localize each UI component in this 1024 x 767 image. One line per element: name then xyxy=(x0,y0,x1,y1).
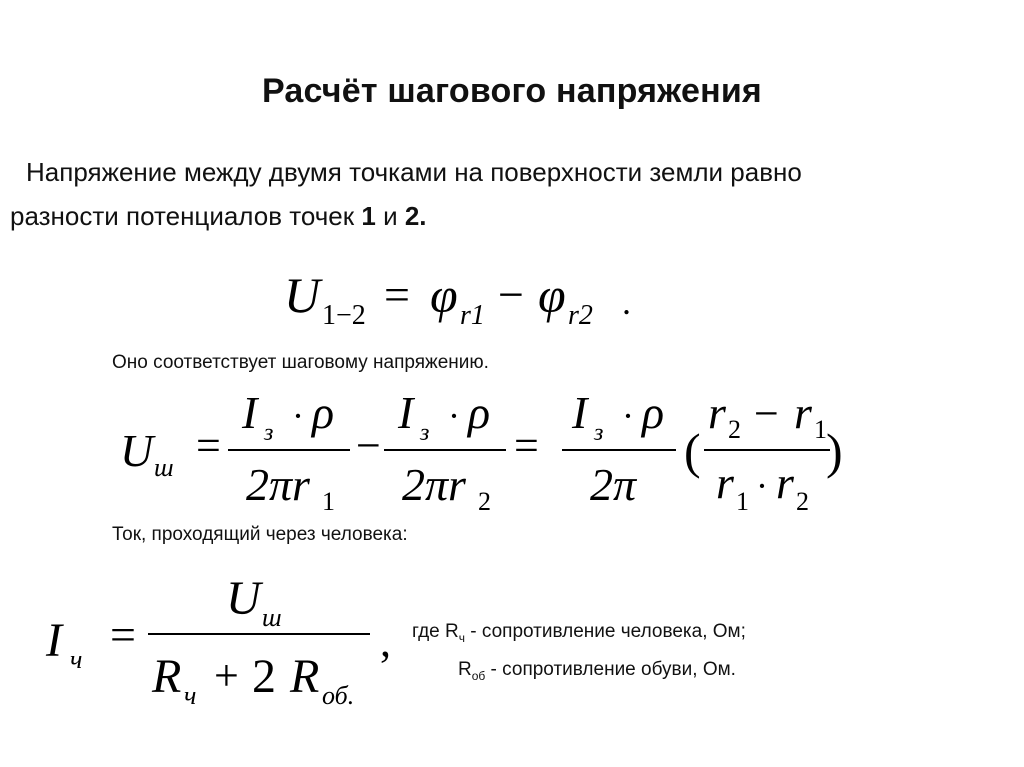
f1-phi-1: φ xyxy=(430,267,458,323)
where-r-human-text: - сопротивление человека, Ом; xyxy=(465,621,746,642)
f2-frac4-r1-sub: 1 xyxy=(814,415,827,444)
f2-frac1-den-sub: 1 xyxy=(322,487,335,516)
f1-phi-1-sub: r1 xyxy=(460,300,485,331)
f3-den-R2-sub: об. xyxy=(322,681,355,710)
where-r-shoe-sub: об xyxy=(471,668,486,683)
f2-frac4-den-r2: r xyxy=(776,457,794,508)
f3-plus: + xyxy=(214,651,239,700)
f2-frac2-dot: · xyxy=(448,396,460,436)
f2-frac2-rho: ρ xyxy=(468,388,491,438)
point-1-label: 1 xyxy=(361,201,376,231)
where-prefix: где R xyxy=(412,621,459,642)
f2-frac3-den: 2π xyxy=(590,459,637,510)
intro-line-1: Напряжение между двумя точками на поверхности земли равно xyxy=(26,157,802,187)
f2-frac1-I-sub: з xyxy=(264,420,274,446)
f1-equals: = xyxy=(384,269,410,320)
f2-frac3-I-sub: з xyxy=(594,420,604,446)
page-title: Расчёт шагового напряжения xyxy=(262,72,762,110)
intro-and: и xyxy=(375,201,405,231)
f3-den-R: R xyxy=(152,650,182,703)
where-r-shoe-text: - сопротивление обуви, Ом. xyxy=(485,658,736,680)
f1-U-sub: 1−2 xyxy=(322,300,366,331)
f2-U-sub: ш xyxy=(154,453,174,482)
f2-frac3-rho: ρ xyxy=(642,388,665,438)
intro-line-2 xyxy=(10,194,1010,238)
f2-frac3-dot: · xyxy=(622,396,634,436)
text-step-voltage: Оно соответствует шаговому напряжению. xyxy=(112,352,489,373)
formula-step-voltage xyxy=(110,388,870,518)
f2-frac4-den-r1-sub: 1 xyxy=(736,487,749,516)
f1-U: U xyxy=(284,267,321,323)
f3-den-R-sub: ч xyxy=(184,681,197,710)
f2-frac2-I: I xyxy=(398,388,414,438)
f2-minus: − xyxy=(356,421,381,470)
f2-frac1-rho: ρ xyxy=(312,388,335,438)
formula-potential-difference xyxy=(270,262,670,342)
f3-den-R2: R xyxy=(290,650,320,703)
where-clause xyxy=(412,616,746,692)
where-line-shoe-resistance xyxy=(412,654,746,692)
text-current-through-human: Ток, проходящий через человека: xyxy=(112,524,408,545)
f3-I-sub: ч xyxy=(70,645,83,674)
f2-frac4-den-r1: r xyxy=(716,457,734,508)
where-line-human-resistance xyxy=(412,616,746,654)
f1-dot: . xyxy=(622,282,631,322)
formula-human-current xyxy=(40,568,410,718)
f1-minus: − xyxy=(498,269,524,320)
intro-line-2-text: разности потенциалов точек xyxy=(10,201,362,231)
f3-equals: = xyxy=(110,609,136,660)
f2-frac1-den: 2πr xyxy=(246,459,310,510)
f2-frac2-den: 2πr xyxy=(402,459,466,510)
f3-num-U-sub: ш xyxy=(262,603,282,632)
f2-frac1-dot: · xyxy=(292,396,304,436)
f2-frac4-minus: − xyxy=(754,389,779,438)
f2-frac3-I: I xyxy=(572,388,588,438)
f1-phi-2: φ xyxy=(538,267,566,323)
f3-two: 2 xyxy=(252,650,276,703)
f2-frac2-I-sub: з xyxy=(420,420,430,446)
f2-frac4-den-r2-sub: 2 xyxy=(796,487,809,516)
f2-left-paren: ( xyxy=(684,423,701,479)
f3-I: I xyxy=(46,614,62,667)
f1-phi-2-sub: r2 xyxy=(568,300,593,331)
f2-U: U xyxy=(120,425,154,476)
where-r-shoe-prefix: R xyxy=(458,658,472,680)
f2-frac2-den-sub: 2 xyxy=(478,487,491,516)
f2-frac4-r1: r xyxy=(794,388,812,438)
point-2-label: 2. xyxy=(404,201,427,231)
where-r-human-sub: ч xyxy=(458,630,465,645)
f2-frac4-r2: r xyxy=(708,388,726,438)
f3-num-U: U xyxy=(226,572,261,625)
f2-frac4-r2-sub: 2 xyxy=(728,415,741,444)
f2-right-paren: ) xyxy=(826,423,843,479)
f2-frac4-den-dot: · xyxy=(756,466,768,506)
f3-comma: , xyxy=(380,617,391,666)
f2-frac1-I: I xyxy=(242,388,258,438)
f2-equals-1: = xyxy=(196,421,221,470)
intro-paragraph xyxy=(10,150,1010,238)
f2-equals-2: = xyxy=(514,421,539,470)
